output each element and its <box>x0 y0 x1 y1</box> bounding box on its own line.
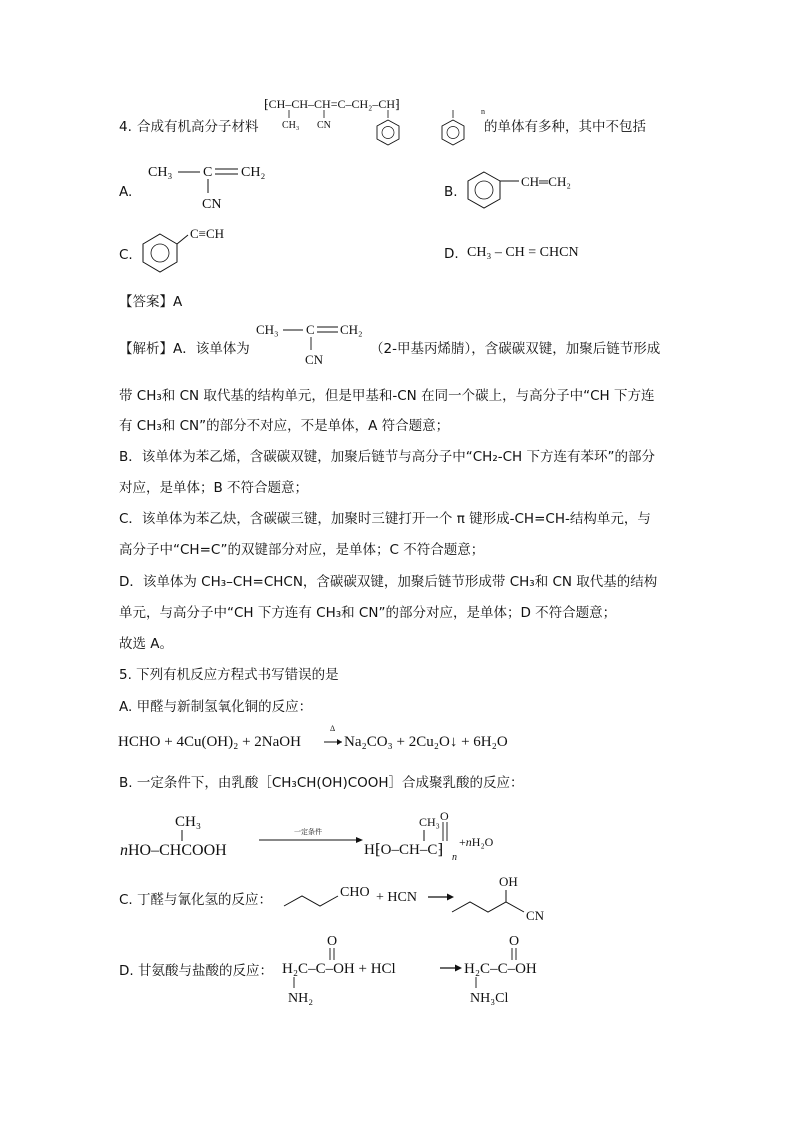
option-c-reaction-label[interactable]: C. 丁醛与氰化氢的反应： <box>119 892 273 908</box>
svg-text:OH: OH <box>499 874 518 889</box>
reaction-b-equation <box>118 808 558 868</box>
svg-text:C: C <box>306 322 315 337</box>
svg-text:C: C <box>203 165 213 180</box>
svg-text:HCHO + 4Cu(OH)₂ + 2NaOH: HCHO + 4Cu(OH)₂ + 2NaOH <box>118 734 301 750</box>
question-4-number: 4. <box>119 119 132 135</box>
reaction-b-condition: 一定条件 <box>294 828 322 836</box>
svg-text:+nH₂O: +nH₂O <box>459 835 494 849</box>
option-a-reaction-label[interactable]: A. 甲醛与新制氢氧化铜的反应： <box>119 699 313 715</box>
option-d-label[interactable]: D. <box>444 246 459 262</box>
option-b-structure <box>464 168 594 214</box>
svg-text:CH₃: CH₃ <box>282 120 300 131</box>
analysis-b-line-2: 对应，是单体；B 不符合题意； <box>119 480 309 496</box>
svg-text:CN: CN <box>526 908 545 923</box>
svg-text:CN: CN <box>202 197 222 212</box>
analysis-conclusion: 故选 A。 <box>119 636 174 652</box>
svg-text:CH₃: CH₃ <box>148 165 173 180</box>
svg-text:NH₂: NH₂ <box>288 991 314 1006</box>
svg-text:CN: CN <box>317 120 331 131</box>
question-4-tail: 的单体有多种，其中不包括 <box>484 119 646 135</box>
svg-text:CH₃: CH₃ <box>419 815 440 829</box>
option-b-reaction-label[interactable]: B. 一定条件下，由乳酸［CH₃CH(OH)COOH］合成聚乳酸的反应： <box>119 775 524 791</box>
svg-text:⁅CH–CH–CH=C–CH₂–CH⁆: ⁅CH–CH–CH=C–CH₂–CH⁆ <box>264 97 400 111</box>
option-d-formula: CH₃ – CH = CHCN <box>467 245 579 260</box>
svg-text:O: O <box>440 809 449 823</box>
svg-text:+ HCN: + HCN <box>376 890 417 905</box>
option-b-label[interactable]: B. <box>444 184 458 200</box>
reaction-c-equation <box>282 870 562 930</box>
svg-text:n: n <box>481 107 485 116</box>
option-c-label[interactable]: C. <box>119 247 133 263</box>
question-4-lead: 合成有机高分子材料 <box>137 119 259 135</box>
svg-text:CH₂: CH₂ <box>340 322 363 337</box>
analysis-a-line-2: 带 CH₃和 CN 取代基的结构单元，但是甲基和-CN 在同一个碳上，与高分子中“CH 下方连 <box>119 388 655 404</box>
svg-text:Δ: Δ <box>330 724 336 733</box>
reaction-d-equation <box>280 930 570 1006</box>
svg-text:NH₃Cl: NH₃Cl <box>470 991 509 1006</box>
svg-text:O: O <box>327 934 338 949</box>
svg-text:CH═CH₂: CH═CH₂ <box>521 174 571 189</box>
svg-text:CHO: CHO <box>340 885 370 900</box>
svg-text:C≡CH: C≡CH <box>190 226 225 241</box>
option-a-label[interactable]: A. <box>119 184 133 200</box>
svg-text:CN: CN <box>305 352 324 367</box>
question-5-stem: 5. 下列有机反应方程式书写错误的是 <box>119 667 339 683</box>
analysis-c-line-2: 高分子中“CH=C”的双键部分对应，是单体；C 不符合题意； <box>119 542 485 558</box>
analysis-structure <box>256 320 374 372</box>
svg-text:nHO–CHCOOH: nHO–CHCOOH <box>120 842 227 859</box>
analysis-prefix: 【解析】A．该单体为 <box>119 341 250 357</box>
answer-line: 【答案】A <box>119 294 183 310</box>
svg-text:H₂C–C–OH + HCl: H₂C–C–OH + HCl <box>282 961 396 977</box>
polymer-structure <box>264 92 486 156</box>
svg-text:O: O <box>509 934 520 949</box>
svg-text:H⁅O–CH–C⁆: H⁅O–CH–C⁆ <box>364 842 444 858</box>
option-a-structure <box>148 160 278 220</box>
svg-text:CH₃: CH₃ <box>175 814 202 830</box>
svg-text:n: n <box>452 852 457 863</box>
svg-text:CH₂: CH₂ <box>241 165 266 180</box>
analysis-c-line-1: C．该单体为苯乙炔，含碳碳三键，加聚时三键打开一个 π 键形成-CH=CH-结构单元，与 <box>119 511 651 527</box>
svg-text:H₂C–C–OH: H₂C–C–OH <box>464 961 537 977</box>
analysis-a-line-3: 有 CH₃和 CN”的部分不对应，不是单体，A 符合题意； <box>119 418 450 434</box>
analysis-d-line-1: D．该单体为 CH₃–CH=CHCN，含碳碳双键，加聚后链节形成带 CH₃和 CN 取代基的结构 <box>119 574 658 590</box>
option-c-structure <box>138 224 258 274</box>
analysis-b-line-1: B．该单体为苯乙烯，含碳碳双键，加聚后链节与高分子中“CH₂-CH 下方连有苯环”的部分 <box>119 449 655 465</box>
analysis-a-line-1: （2-甲基丙烯腈），含碳碳双键，加聚后链节形成 <box>370 341 661 357</box>
reaction-a-equation <box>118 722 538 752</box>
svg-text:CH₃: CH₃ <box>256 322 279 337</box>
analysis-d-line-2: 单元，与高分子中“CH 下方连有 CH₃和 CN”的部分对应，是单体；D 不符合题意； <box>119 605 617 621</box>
option-d-reaction-label[interactable]: D. 甘氨酸与盐酸的反应： <box>119 963 273 979</box>
svg-text:Na₂CO₃ + 2Cu₂O↓ + 6H₂O: Na₂CO₃ + 2Cu₂O↓ + 6H₂O <box>344 734 508 750</box>
